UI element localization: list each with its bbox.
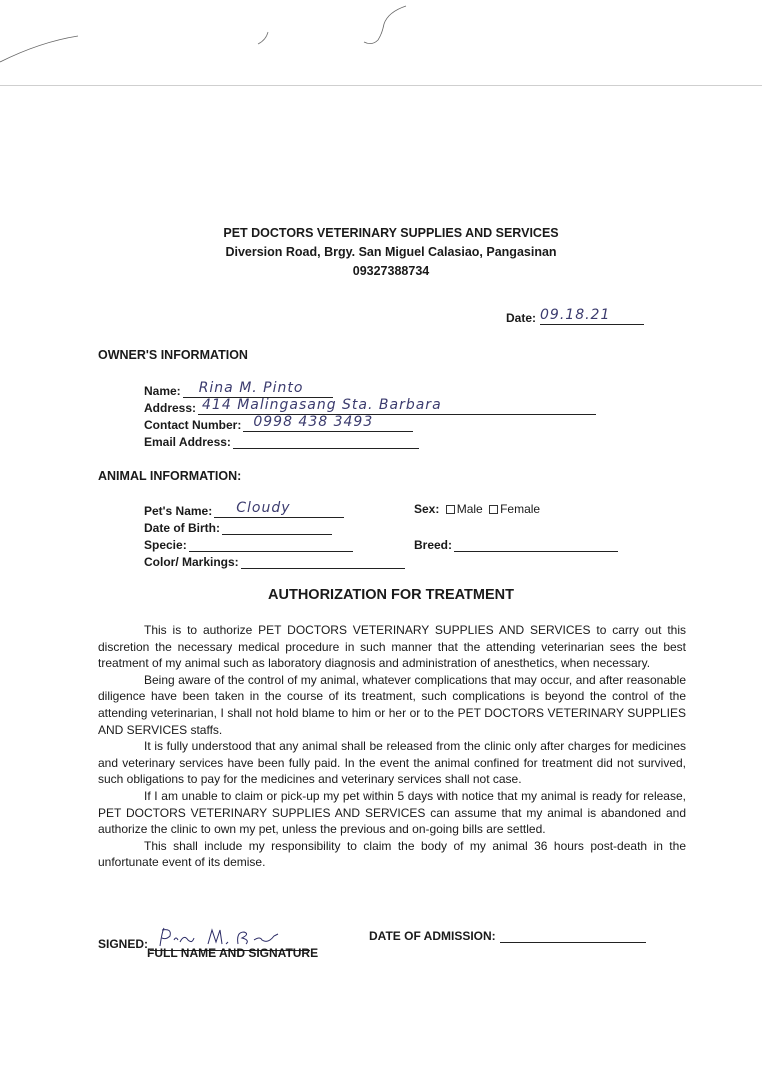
authorization-body	[98, 622, 686, 871]
owner-email-field	[144, 433, 419, 449]
business-name: PET DOCTORS VETERINARY SUPPLIES AND SERVICES	[223, 226, 559, 240]
date-label: Date:	[506, 311, 537, 325]
sex-female-checkbox[interactable]	[489, 505, 498, 514]
date-line[interactable]	[540, 307, 644, 325]
scan-edge-line	[0, 85, 762, 86]
color-markings-line[interactable]	[241, 554, 405, 569]
owner-contact-label: Contact Number:	[144, 418, 242, 432]
business-address: Diversion Road, Brgy. San Miguel Calasiao, Pangasinan	[225, 245, 557, 259]
dob-line[interactable]	[222, 520, 332, 535]
date-value: 09.18.21	[540, 307, 611, 323]
business-phone: 09327388734	[352, 264, 430, 278]
owner-section-title: OWNER'S INFORMATION	[98, 348, 248, 362]
owner-address-value: 414 Malingasang Sta. Barbara	[202, 397, 442, 413]
signature-caption: FULL NAME AND SIGNATURE	[147, 946, 319, 960]
pet-name-value: Cloudy	[236, 500, 291, 516]
breed-label: Breed:	[414, 538, 453, 552]
date-of-admission-line[interactable]	[500, 928, 646, 943]
animal-section-title: ANIMAL INFORMATION:	[98, 469, 242, 483]
sex-label: Sex:	[414, 502, 440, 516]
dob-field	[144, 519, 332, 535]
authorization-paragraph: This shall include my responsibility to claim the body of my animal 36 hours post-death in the unfortunate event of its demise.	[98, 838, 686, 870]
owner-address-field	[144, 399, 596, 415]
authorization-paragraph: If I am unable to claim or pick-up my pet within 5 days with notice that my animal is ready for release, PET DOCTORS VETERINARY SUPPLIES AND SERVICES can assume that my animal is abandoned and authorize the clinic to own my pet, unless the previous and on-going bills are settled.	[98, 788, 686, 837]
pet-name-field	[144, 502, 344, 518]
owner-name-field	[144, 382, 333, 398]
signed-label: SIGNED:	[98, 937, 149, 951]
owner-name-label: Name:	[144, 384, 181, 398]
letterhead	[0, 224, 762, 281]
owner-name-value: Rina M. Pinto	[198, 380, 304, 396]
color-markings-field	[144, 553, 405, 569]
sex-male-label: Male	[456, 502, 483, 516]
authorization-paragraph: Being aware of the control of my animal, whatever complications that may occur, and after reasonable diligence have been taken in the course of its treatment, such complications is beyond the control of the attending veterinarian, I shall not hold blame to him or her or to the PET DOCTORS VETERINARY SUPPLIES AND SERVICES staffs.	[98, 672, 686, 737]
sex-field	[414, 502, 540, 516]
date-of-admission-label: DATE OF ADMISSION:	[369, 929, 496, 943]
owner-address-label: Address:	[144, 401, 197, 415]
owner-contact-line[interactable]	[243, 414, 413, 432]
sex-male-checkbox[interactable]	[446, 505, 455, 514]
owner-name-line[interactable]	[183, 380, 333, 398]
dob-label: Date of Birth:	[144, 521, 220, 535]
authorization-paragraph: It is fully understood that any animal shall be released from the clinic only after charges for medicines and veterinary services have been fully paid. In the event the animal confined for treatment did not survived, such obligations to pay for the medicines and veterinary services shall not case.	[98, 739, 686, 787]
color-markings-label: Color/ Markings:	[144, 555, 239, 569]
scan-artifact-marks	[0, 0, 762, 90]
date-of-admission-field	[369, 928, 646, 943]
authorization-paragraph: This is to authorize PET DOCTORS VETERINARY SUPPLIES AND SERVICES to carry out this discretion the necessary medical procedure in such manner that the attending veterinarian sees the best treatment of my animal such as laboratory diagnosis and administration of anesthetics, when necessary.	[98, 623, 686, 671]
owner-address-line[interactable]	[198, 397, 596, 415]
owner-email-label: Email Address:	[144, 435, 231, 449]
owner-email-line[interactable]	[233, 434, 419, 449]
specie-line[interactable]	[189, 537, 353, 552]
sex-female-label: Female	[500, 502, 541, 516]
breed-field	[414, 536, 618, 552]
specie-field	[144, 536, 353, 552]
owner-contact-field	[144, 416, 413, 432]
pet-name-line[interactable]	[214, 500, 344, 518]
pet-name-label: Pet's Name:	[144, 504, 213, 518]
breed-line[interactable]	[454, 537, 618, 552]
specie-label: Specie:	[144, 538, 187, 552]
date-field	[506, 307, 644, 325]
authorization-title: AUTHORIZATION FOR TREATMENT	[268, 587, 514, 603]
owner-contact-value: 0998 438 3493	[253, 414, 374, 430]
